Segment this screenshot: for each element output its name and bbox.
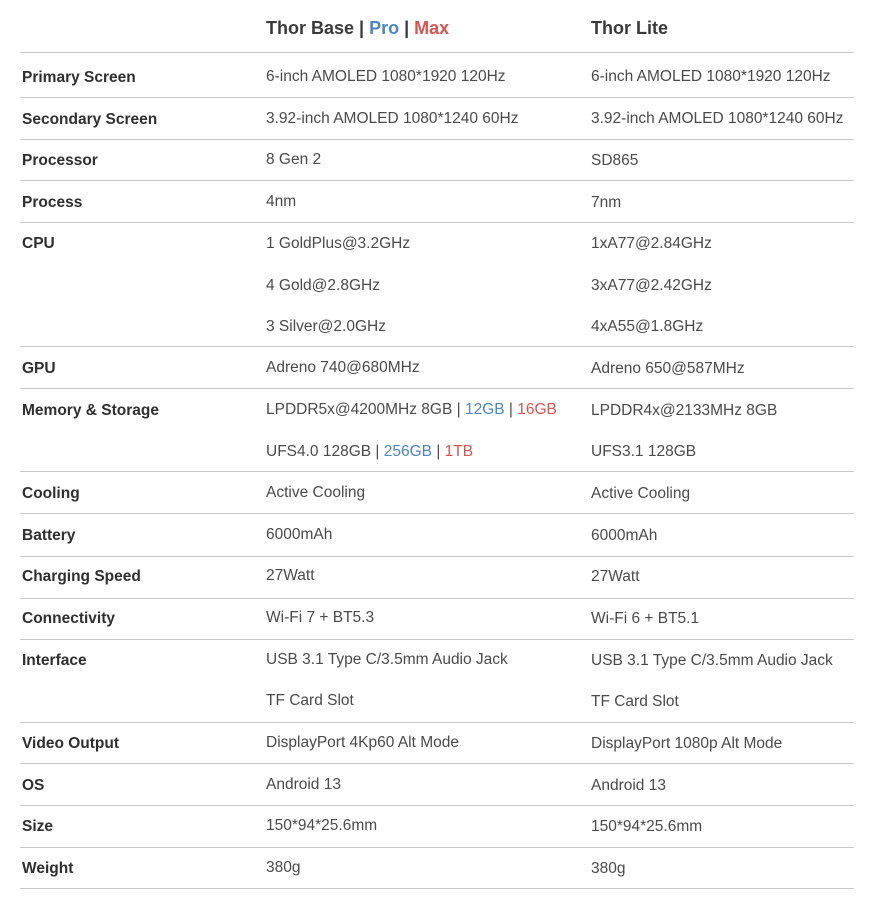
row-divider: [20, 180, 854, 181]
video-output-lite: DisplayPort 1080p Alt Mode: [591, 735, 783, 752]
row-divider: [20, 639, 854, 640]
row-label-secondary-screen: Secondary Screen: [22, 111, 158, 128]
row-label-processor: Processor: [22, 152, 98, 169]
cpu-lite-line-2: 3xA77@2.42GHz: [591, 277, 712, 294]
size-lite: 150*94*25.6mm: [591, 818, 703, 835]
os-base: Android 13: [266, 776, 341, 793]
size-base: 150*94*25.6mm: [266, 817, 378, 834]
memory-max-storage: 1TB: [444, 443, 474, 460]
row-label-process: Process: [22, 194, 83, 211]
process-lite: 7nm: [591, 194, 622, 211]
interface-base-line-1: USB 3.1 Type C/3.5mm Audio Jack: [266, 651, 508, 668]
memory-pro-ram: 12GB: [464, 401, 505, 418]
row-divider: [20, 556, 854, 557]
interface-base-line-2: TF Card Slot: [266, 692, 354, 709]
row-label-size: Size: [22, 818, 54, 835]
row-label-charging-speed: Charging Speed: [22, 568, 141, 585]
row-divider: [20, 763, 854, 764]
weight-lite: 380g: [591, 860, 626, 877]
interface-lite-line-1: USB 3.1 Type C/3.5mm Audio Jack: [591, 652, 833, 669]
os-lite: Android 13: [591, 777, 666, 794]
cpu-lite-line-3: 4xA55@1.8GHz: [591, 318, 704, 335]
memory-storage-separator: |: [432, 443, 445, 460]
row-label-gpu: GPU: [22, 360, 56, 377]
column-header-thor-lite: Thor Lite: [591, 18, 668, 38]
row-divider: [20, 222, 854, 223]
row-label-primary-screen: Primary Screen: [22, 69, 136, 86]
row-label-weight: Weight: [22, 860, 74, 877]
battery-base: 6000mAh: [266, 526, 333, 543]
charging-lite: 27Watt: [591, 568, 640, 585]
processor-base: 8 Gen 2: [266, 151, 322, 168]
column-header-thor-base: [266, 14, 449, 42]
gpu-lite: Adreno 650@587MHz: [591, 360, 745, 377]
connectivity-lite: Wi-Fi 6 + BT5.1: [591, 610, 700, 627]
row-divider: [20, 888, 854, 889]
row-divider: [20, 388, 854, 389]
cpu-lite-line-1: 1xA77@2.84GHz: [591, 235, 712, 252]
row-label-connectivity: Connectivity: [22, 610, 116, 627]
gpu-base: Adreno 740@680MHz: [266, 359, 420, 376]
header-pro-text: Pro: [369, 18, 400, 38]
row-divider: [20, 805, 854, 806]
secondary-screen-lite: 3.92-inch AMOLED 1080*1240 60Hz: [591, 110, 844, 127]
header-max-text: Max: [414, 18, 450, 38]
memory-ram-separator: |: [504, 401, 518, 418]
cpu-base-line-3: 3 Silver@2.0GHz: [266, 318, 386, 335]
secondary-screen-base: 3.92-inch AMOLED 1080*1240 60Hz: [266, 110, 519, 127]
battery-lite: 6000mAh: [591, 527, 658, 544]
row-label-battery: Battery: [22, 527, 76, 544]
row-divider: [20, 471, 854, 472]
memory-base-storage: [266, 442, 473, 462]
memory-base-storage-text: UFS4.0 128GB |: [266, 443, 384, 460]
memory-lite-storage: UFS3.1 128GB: [591, 443, 697, 460]
primary-screen-lite: 6-inch AMOLED 1080*1920 120Hz: [591, 68, 831, 85]
processor-lite: SD865: [591, 152, 639, 169]
memory-base-ram: [266, 400, 557, 420]
charging-base: 27Watt: [266, 567, 315, 584]
memory-lite-ram: LPDDR4x@2133MHz 8GB: [591, 402, 778, 419]
interface-lite-line-2: TF Card Slot: [591, 693, 679, 710]
memory-base-ram-text: LPDDR5x@4200MHz 8GB |: [266, 401, 465, 418]
row-label-memory-storage: Memory & Storage: [22, 402, 159, 419]
cpu-base-line-1: 1 GoldPlus@3.2GHz: [266, 235, 411, 252]
header-base-text: Thor Base |: [266, 18, 370, 38]
row-divider: [20, 97, 854, 98]
header-separator: |: [399, 18, 415, 38]
cooling-lite: Active Cooling: [591, 485, 691, 502]
row-label-interface: Interface: [22, 652, 87, 669]
primary-screen-base: 6-inch AMOLED 1080*1920 120Hz: [266, 68, 506, 85]
connectivity-base: Wi-Fi 7 + BT5.3: [266, 609, 375, 626]
row-divider: [20, 847, 854, 848]
row-divider: [20, 346, 854, 347]
video-output-base: DisplayPort 4Kp60 Alt Mode: [266, 734, 459, 751]
cooling-base: Active Cooling: [266, 484, 366, 501]
row-label-video-output: Video Output: [22, 735, 120, 752]
row-label-cpu: CPU: [22, 235, 55, 252]
row-label-os: OS: [22, 777, 45, 794]
row-divider: [20, 722, 854, 723]
cpu-base-line-2: 4 Gold@2.8GHz: [266, 277, 380, 294]
row-divider: [20, 139, 854, 140]
weight-base: 380g: [266, 859, 301, 876]
row-divider: [20, 52, 854, 53]
row-label-cooling: Cooling: [22, 485, 80, 502]
memory-pro-storage: 256GB: [383, 443, 433, 460]
row-divider: [20, 513, 854, 514]
memory-max-ram: 16GB: [517, 401, 557, 418]
process-base: 4nm: [266, 193, 297, 210]
row-divider: [20, 598, 854, 599]
